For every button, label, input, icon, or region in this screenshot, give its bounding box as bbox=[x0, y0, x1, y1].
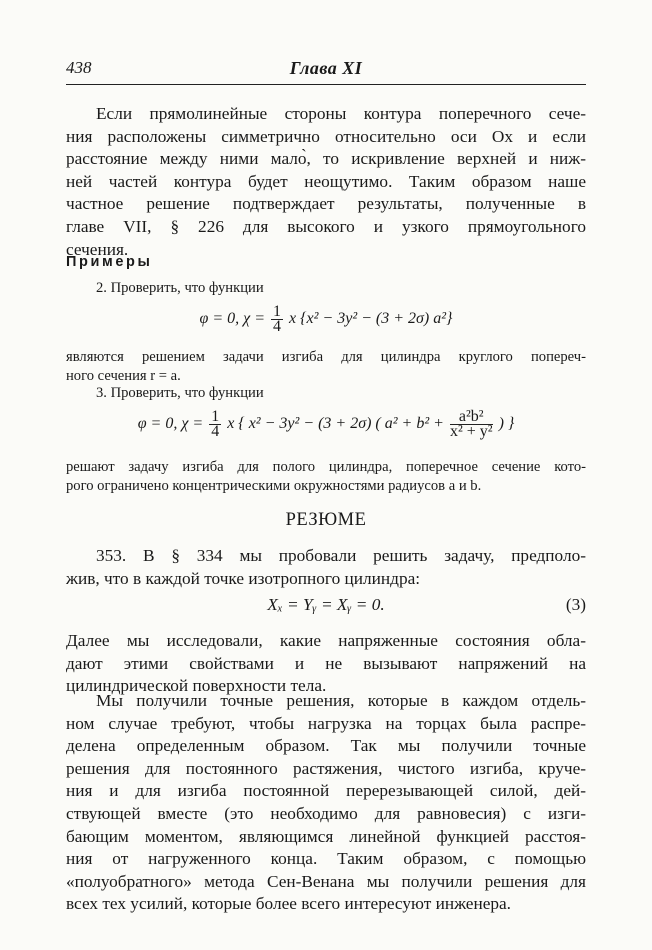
formula-part: x { x² − 3y² − (3 + 2σ) ( a² + b² + bbox=[223, 415, 448, 433]
intro-paragraph bbox=[66, 103, 586, 261]
text-line: делена определенным образом. Так мы получили точные bbox=[66, 736, 586, 756]
formula-part: φ = 0, χ = bbox=[137, 415, 208, 433]
fraction-numerator: a²b² bbox=[450, 410, 493, 425]
text-line: Если прямолинейные стороны контура поперечного сече- bbox=[96, 104, 586, 123]
text-line: ния и для изгиба постоянной перерезывающей силой, дей- bbox=[66, 781, 586, 801]
summary-heading: РЕЗЮМЕ bbox=[285, 510, 367, 530]
page-header bbox=[66, 58, 586, 84]
text-line: ствующей вместе (это необходимо для равновесия) с изги- bbox=[66, 803, 586, 823]
text-line: сечения. bbox=[66, 239, 129, 259]
text-line: рого ограничено концентрическими окружностями радиусов a и b. bbox=[66, 477, 482, 494]
paragraph-2 bbox=[66, 630, 586, 698]
paragraph-3 bbox=[66, 690, 586, 916]
examples-heading: Примеры bbox=[66, 254, 153, 270]
text-line: ном случае требуют, чтобы нагрузка на торцах была распре- bbox=[66, 713, 586, 733]
equation: Xₓ = Yᵧ = Xᵧ = 0. bbox=[267, 595, 385, 614]
formula-part: ) } bbox=[494, 415, 515, 433]
page-number: 438 bbox=[66, 58, 92, 77]
text-line: главе VII, § 226 для высокого и узкого прямоугольного bbox=[66, 216, 586, 236]
text-line: жив, что в каждой точке изотропного цилиндра: bbox=[66, 568, 421, 588]
fraction-denominator: 4 bbox=[211, 423, 220, 440]
text-line: цилиндрической поверхности тела. bbox=[66, 676, 327, 696]
fraction-numerator: 1 bbox=[211, 408, 220, 425]
formula-part: x {x² − 3y² − (3 + 2σ) a²} bbox=[285, 310, 453, 328]
example-2 bbox=[66, 279, 586, 298]
text-line: частное решение подтверждает результаты, полученные в bbox=[66, 194, 586, 214]
example-3-formula bbox=[66, 410, 586, 439]
text-line: Мы получили точные решения, которые в каждом отдель- bbox=[96, 691, 586, 710]
example-3-text: 3. Проверить, что функции bbox=[96, 385, 264, 401]
fraction-denominator: 4 bbox=[273, 318, 282, 335]
text-line: «полуобратного» метода Сен-Венана мы получили решения для bbox=[66, 871, 586, 891]
text-line: ней частей контура будет неощутимо. Таким образом наше bbox=[66, 171, 586, 191]
header-rule bbox=[66, 84, 586, 85]
fraction-denominator: x² + y² bbox=[449, 423, 493, 440]
section-353 bbox=[66, 545, 586, 590]
text-line: решают задачу изгиба для полого цилиндра, поперечное сечение кото- bbox=[66, 459, 586, 475]
fraction-numerator: 1 bbox=[273, 303, 282, 320]
example-2-formula bbox=[66, 305, 586, 334]
fraction bbox=[450, 410, 493, 439]
example-2-after bbox=[66, 348, 586, 385]
text-line: дают этими свойствами и не вызывают напряжений на bbox=[66, 653, 586, 673]
equation-3 bbox=[66, 594, 586, 618]
example-2-text: 2. Проверить, что функции bbox=[96, 280, 264, 296]
formula-part: φ = 0, χ = bbox=[199, 310, 270, 328]
equation-number: (3) bbox=[565, 595, 586, 614]
fraction bbox=[209, 410, 221, 439]
example-3-after bbox=[66, 458, 586, 495]
text-line: расстояние между ними мало̀, то искривление верхней и ниж- bbox=[66, 149, 586, 169]
text-line: ния от нагруженного конца. Таким образом, с помощью bbox=[66, 849, 586, 869]
text-line: бающим моментом, являющимся линейной функцией расстоя- bbox=[66, 826, 586, 846]
text-line: ного сечения r = a. bbox=[66, 367, 181, 384]
text-line: решения для постоянного растяжения, чистого изгиба, круче- bbox=[66, 758, 586, 778]
text-line: являются решением задачи изгиба для цилиндра круглого попереч- bbox=[66, 349, 586, 365]
text-line: 353. В § 334 мы пробовали решить задачу, предполо- bbox=[96, 546, 586, 565]
text-line: Далее мы исследовали, какие напряженные состояния обла- bbox=[66, 631, 586, 650]
text-line: ния расположены симметрично относительно оси Ox и если bbox=[66, 126, 586, 146]
example-3 bbox=[66, 384, 586, 403]
fraction bbox=[271, 305, 283, 334]
chapter-title: Глава XI bbox=[289, 58, 363, 78]
text-line: всех тех усилий, которые более всего интересуют инженера. bbox=[66, 894, 511, 914]
